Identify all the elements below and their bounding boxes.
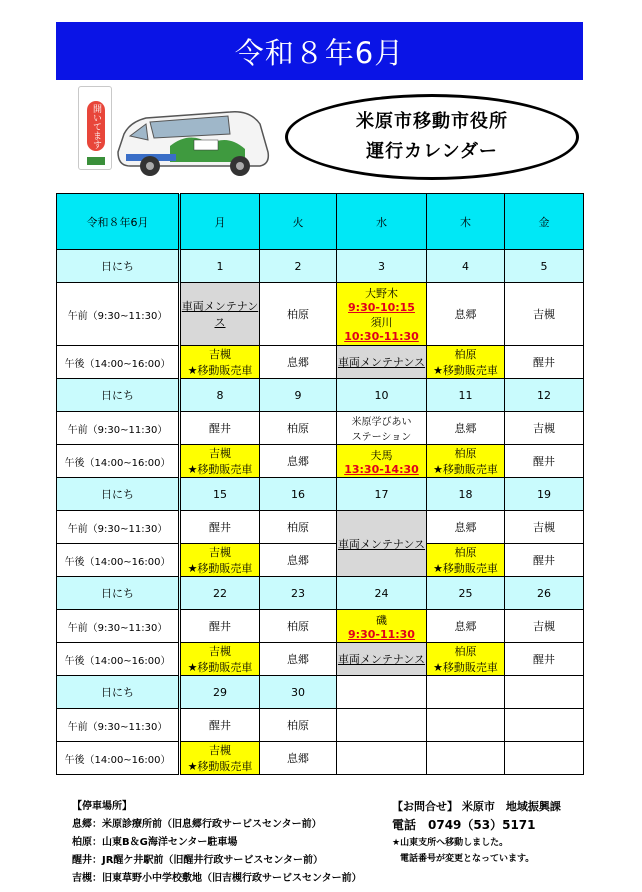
mobile-sales-note: ★移動販売車 [187,463,253,476]
page-title: 令和８年6月 [56,22,583,80]
empty-cell [427,742,505,775]
stop-name: 柏原 [454,447,477,460]
schedule-cell [337,346,427,379]
hero-area [70,82,590,187]
date-row [57,379,584,412]
open-flag [78,86,112,170]
date-cell: 24 [337,577,427,610]
date-label: 日にち [57,676,180,709]
mobile-sales-note: ★移動販売車 [433,463,498,476]
empty-cell [505,676,584,709]
stop-name: 吉槻 [209,447,231,460]
date-cell: 22 [180,577,260,610]
am-row [57,412,584,445]
stop-name: ステーション [351,432,412,443]
schedule-cell: 醒井 [505,643,584,676]
stop-name: 柏原 [454,348,477,361]
schedule-cell: 息郷 [427,511,505,544]
empty-cell [337,709,427,742]
schedule-cell [427,346,505,379]
schedule-cell [180,346,260,379]
date-cell: 2 [260,250,337,283]
flag-label: 開いてます [87,101,105,151]
schedule-cell: 吉槻 [505,412,584,445]
date-cell: 10 [337,379,427,412]
date-cell: 16 [260,478,337,511]
am-label: 午前（9:30~11:30） [57,511,180,544]
date-cell: 15 [180,478,260,511]
schedule-cell [427,544,505,577]
pm-label: 午後（14:00~16:00） [57,544,180,577]
date-cell: 17 [337,478,427,511]
weekday-header-row [57,194,584,250]
stop-location-item: 吉槻：旧東草野小中学校敷地（旧吉槻行政サービスセンター前） [72,873,362,884]
date-cell: 9 [260,379,337,412]
schedule-cell: 吉槻 [505,283,584,346]
header-corner: 令和８年6月 [57,194,180,250]
stop-location-item: 柏原：山東B＆G海洋センター駐車場 [72,837,238,848]
date-cell: 30 [260,676,337,709]
stop-name: 吉槻 [209,744,231,757]
am-row [57,709,584,742]
am-row [57,283,584,346]
schedule-cell [337,610,427,643]
schedule-cell-full-day [337,511,427,577]
maintenance-text: 車両メンテナンス [337,356,426,369]
schedule-cell [337,412,427,445]
date-row [57,478,584,511]
date-cell: 26 [505,577,584,610]
stop-name: 吉槻 [209,546,231,559]
stop-location-item: 息郷：米原診療所前（旧息郷行政サービスセンター前） [72,819,322,830]
date-row [57,676,584,709]
contact-heading: 【お問合せ】 米原市 地域振興課 [392,800,561,813]
maintenance-text: 車両メンテナンス [337,537,426,551]
schedule-cell: 醒井 [180,511,260,544]
date-cell: 8 [180,379,260,412]
pm-row [57,643,584,676]
schedule-cell: 息郷 [427,283,505,346]
schedule-cell: 息郷 [260,445,337,478]
pm-label: 午後（14:00~16:00） [57,346,180,379]
weekday-wed: 水 [337,194,427,250]
empty-cell [505,709,584,742]
mobile-sales-note: ★移動販売車 [433,364,498,377]
empty-cell [427,676,505,709]
stop-name: 大野木 [365,287,398,300]
date-cell: 4 [427,250,505,283]
am-row [57,610,584,643]
date-row [57,577,584,610]
weekday-thu: 木 [427,194,505,250]
title-line-2: 運行カレンダー [366,141,498,162]
contact-info [392,798,561,867]
stop-location-item: 醒井：JR醒ケ井駅前（旧醒井行政サービスセンター前） [72,855,324,866]
schedule-cell: 息郷 [427,412,505,445]
date-cell: 23 [260,577,337,610]
schedule-cell: 吉槻 [505,511,584,544]
mobile-sales-note: ★移動販売車 [187,364,253,377]
schedule-cell [180,643,260,676]
pm-label: 午後（14:00~16:00） [57,742,180,775]
pm-label: 午後（14:00~16:00） [57,643,180,676]
schedule-cell [337,445,427,478]
schedule-cell: 柏原 [260,412,337,445]
date-label: 日にち [57,250,180,283]
date-cell: 3 [337,250,427,283]
stop-time: 9:30-11:30 [348,627,415,641]
schedule-cell: 息郷 [260,346,337,379]
schedule-cell: 息郷 [427,610,505,643]
mobile-sales-note: ★移動販売車 [433,562,498,575]
date-cell: 12 [505,379,584,412]
pm-row [57,742,584,775]
schedule-cell [180,742,260,775]
operation-calendar [56,193,584,775]
mobile-office-van-illustration [110,94,280,184]
schedule-cell: 息郷 [260,643,337,676]
mobile-sales-note: ★移動販売車 [187,562,253,575]
schedule-cell: 醒井 [180,412,260,445]
calendar-title-bubble [285,94,579,180]
am-label: 午前（9:30~11:30） [57,412,180,445]
mobile-sales-note: ★移動販売車 [187,661,253,674]
date-label: 日にち [57,379,180,412]
stop-name: 柏原 [454,546,477,559]
schedule-cell: 柏原 [260,283,337,346]
stop-name: 須川 [370,316,393,329]
am-label: 午前（9:30~11:30） [57,709,180,742]
date-cell: 11 [427,379,505,412]
am-label: 午前（9:30~11:30） [57,283,180,346]
stop-name: 吉槻 [209,645,231,658]
contact-phone: 電話 0749（53）5171 [392,818,536,832]
schedule-cell: 醒井 [505,544,584,577]
stop-name: 磯 [376,613,387,627]
date-cell: 5 [505,250,584,283]
stops-heading: 【停車場所】 [72,801,132,812]
maintenance-text: 車両メンテナンス [181,300,259,329]
schedule-cell [180,445,260,478]
schedule-cell: 息郷 [260,742,337,775]
schedule-cell [337,643,427,676]
empty-cell [427,709,505,742]
pm-label: 午後（14:00~16:00） [57,445,180,478]
pm-row [57,346,584,379]
stop-locations [72,798,362,888]
weekday-mon: 月 [180,194,260,250]
empty-cell [337,742,427,775]
schedule-cell: 醒井 [505,346,584,379]
pm-row [57,544,584,577]
empty-cell [505,742,584,775]
stop-time: 13:30-14:30 [344,462,419,476]
date-cell: 29 [180,676,260,709]
date-cell: 18 [427,478,505,511]
empty-cell [337,676,427,709]
title-line-1: 米原市移動市役所 [356,111,508,132]
am-label: 午前（9:30~11:30） [57,610,180,643]
stop-name: 吉槻 [209,348,231,361]
schedule-cell: 吉槻 [505,610,584,643]
schedule-cell: 息郷 [260,544,337,577]
schedule-cell: 醒井 [180,610,260,643]
date-label: 日にち [57,577,180,610]
weekday-tue: 火 [260,194,337,250]
schedule-cell [180,544,260,577]
contact-note: ★山東支所へ移動しました。 [392,838,509,848]
stop-time: 9:30-10:15 [348,301,415,314]
schedule-cell [180,283,260,346]
schedule-cell [427,643,505,676]
mobile-sales-note: ★移動販売車 [433,661,498,674]
schedule-cell: 醒井 [505,445,584,478]
schedule-cell [337,283,427,346]
stop-name: 夫馬 [370,448,393,462]
schedule-cell: 柏原 [260,610,337,643]
schedule-cell [427,445,505,478]
date-row [57,250,584,283]
stop-name: 柏原 [454,645,477,658]
maintenance-text: 車両メンテナンス [337,653,426,666]
stop-name: 米原学びあい [351,417,412,428]
contact-note: 電話番号が変更となっています。 [400,854,535,864]
date-cell: 1 [180,250,260,283]
schedule-cell: 柏原 [260,709,337,742]
date-cell: 19 [505,478,584,511]
pm-row [57,445,584,478]
weekday-fri: 金 [505,194,584,250]
am-row [57,511,584,544]
schedule-cell: 醒井 [180,709,260,742]
date-cell: 25 [427,577,505,610]
stop-time: 10:30-11:30 [344,330,419,343]
schedule-cell: 柏原 [260,511,337,544]
date-label: 日にち [57,478,180,511]
mobile-sales-note: ★移動販売車 [187,760,253,773]
